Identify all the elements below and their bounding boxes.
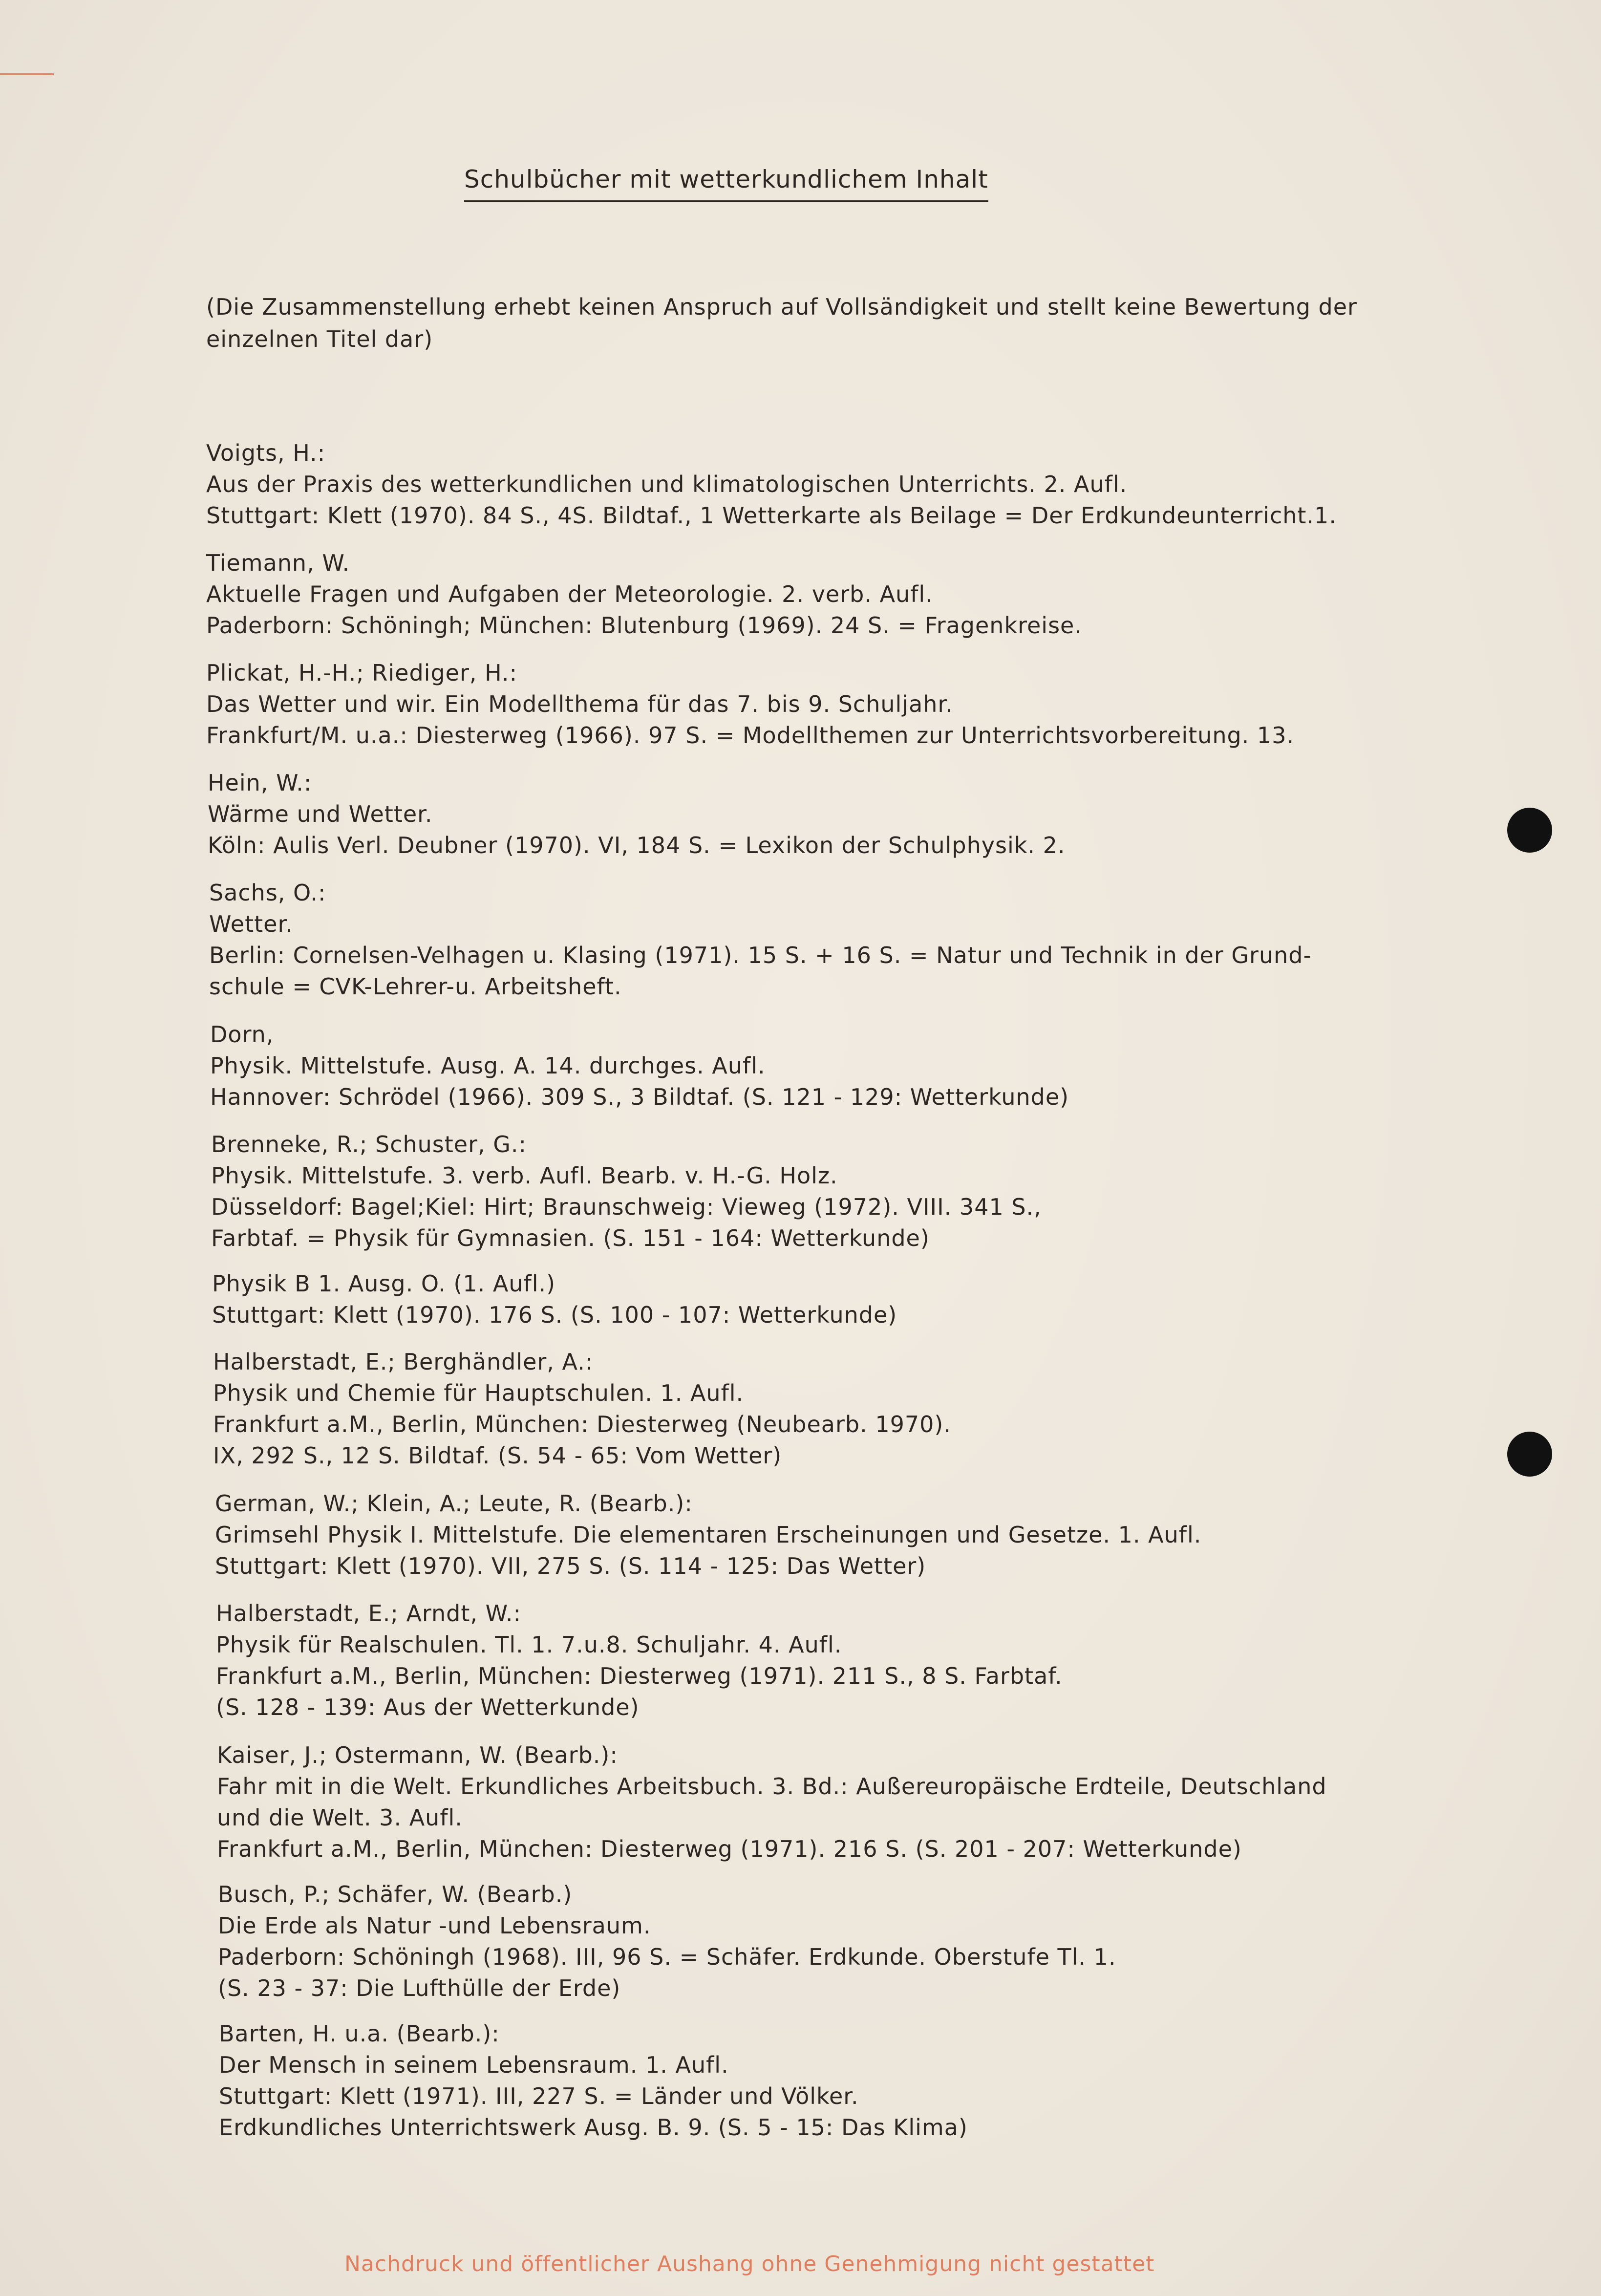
bibliography-entry [210,1019,1069,1113]
entry-title-continued: und die Welt. 3. Aufl. [217,1804,463,1831]
bibliography-entry [206,547,1082,641]
bibliography-entry [206,437,1337,531]
entry-author: Kaiser, J.; Ostermann, W. (Bearb.): [217,1742,618,1768]
edge-mark [0,73,54,75]
entry-title: Der Mensch in seinem Lebensraum. 1. Aufl. [219,2052,729,2078]
entry-publication-continued: schule = CVK-Lehrer-u. Arbeitsheft. [209,973,622,1000]
entry-title: Die Erde als Natur -und Lebensraum. [218,1912,651,1939]
entry-author: Plickat, H.-H.; Riediger, H.: [206,660,517,686]
entry-title: Physik B 1. Ausg. O. (1. Aufl.) [212,1270,556,1297]
punch-hole-upper [1507,808,1552,853]
entry-title: Aktuelle Fragen und Aufgaben der Meteorologie. 2. verb. Aufl. [206,581,933,607]
bibliography-entry [219,2018,968,2143]
entry-title: Wetter. [209,911,293,937]
entry-title: Physik für Realschulen. Tl. 1. 7.u.8. Schuljahr. 4. Aufl. [216,1631,842,1658]
entry-publication-continued: Erdkundliches Unterrichtswerk Ausg. B. 9. (S. 5 - 15: Das Klima) [219,2114,968,2141]
entry-publication: Berlin: Cornelsen-Velhagen u. Klasing (1971). 15 S. + 16 S. = Natur und Technik in der Grund- [209,942,1312,968]
entry-publication: Paderborn: Schöningh (1968). III, 96 S. = Schäfer. Erdkunde. Oberstufe Tl. 1. [218,1944,1116,1970]
entry-author: Halberstadt, E.; Berghändler, A.: [213,1349,594,1375]
entry-publication: Düsseldorf: Bagel;Kiel: Hirt; Braunschweig: Vieweg (1972). VIII. 341 S., [211,1194,1042,1220]
copyright-notice: Nachdruck und öffentlicher Aushang ohne Genehmigung nicht gestattet [344,2252,1155,2276]
entry-author: Dorn, [210,1021,274,1048]
entry-publication: Hannover: Schrödel (1966). 309 S., 3 Bildtaf. (S. 121 - 129: Wetterkunde) [210,1084,1069,1110]
entry-title: Wärme und Wetter. [208,801,433,827]
entry-author: Voigts, H.: [206,440,326,466]
bibliography-entry [212,1268,897,1330]
bibliography-entry [211,1129,1042,1254]
entry-title: Grimsehl Physik I. Mittelstufe. Die elementaren Erscheinungen und Gesetze. 1. Aufl. [215,1522,1202,1548]
entry-title: Aus der Praxis des wetterkundlichen und klimatologischen Unterrichts. 2. Aufl. [206,471,1128,497]
bibliography-entry [208,767,1066,861]
entry-author: Sachs, O.: [209,880,326,906]
entry-author: Brenneke, R.; Schuster, G.: [211,1131,527,1158]
entry-publication-continued: Farbtaf. = Physik für Gymnasien. (S. 151 - 164: Wetterkunde) [211,1225,930,1251]
bibliography-entry [209,877,1312,1002]
entry-publication: Paderborn: Schöningh; München: Blutenburg (1969). 24 S. = Fragenkreise. [206,612,1082,639]
entry-publication: Frankfurt/M. u.a.: Diesterweg (1966). 97 S. = Modellthemen zur Unterrichtsvorbereitung. 13. [206,722,1295,749]
entry-title: Physik. Mittelstufe. 3. verb. Aufl. Bearb. v. H.-G. Holz. [211,1162,838,1189]
intro-note: (Die Zusammenstellung erhebt keinen Anspruch auf Vollsändigkeit und stellt keine Bewertung der einzelnen Titel dar) [206,294,1357,352]
entry-publication: Frankfurt a.M., Berlin, München: Diesterweg (Neubearb. 1970). [213,1411,951,1438]
entry-publication: Stuttgart: Klett (1970). VII, 275 S. (S. 114 - 125: Das Wetter) [215,1553,926,1579]
page-title: Schulbücher mit wetterkundlichem Inhalt [464,165,988,202]
entry-publication-continued: (S. 128 - 139: Aus der Wetterkunde) [216,1694,640,1720]
entry-title: Das Wetter und wir. Ein Modellthema für das 7. bis 9. Schuljahr. [206,691,953,717]
entry-author: German, W.; Klein, A.; Leute, R. (Bearb.): [215,1490,693,1517]
bibliography-entry [216,1598,1063,1723]
entry-publication: Stuttgart: Klett (1970). 176 S. (S. 100 - 107: Wetterkunde) [212,1302,897,1328]
entry-publication: Stuttgart: Klett (1970). 84 S., 4S. Bildtaf., 1 Wetterkarte als Beilage = Der Erdkundeunterricht.1. [206,502,1337,529]
entry-publication: Köln: Aulis Verl. Deubner (1970). VI, 184 S. = Lexikon der Schulphysik. 2. [208,832,1066,858]
entry-author: Barten, H. u.a. (Bearb.): [219,2020,500,2047]
bibliography-entry [206,657,1294,751]
entry-publication: Stuttgart: Klett (1971). III, 227 S. = Länder und Völker. [219,2083,859,2109]
entry-title: Physik. Mittelstufe. Ausg. A. 14. durchges. Aufl. [210,1052,766,1079]
entry-author: Halberstadt, E.; Arndt, W.: [216,1600,521,1627]
entry-publication: Frankfurt a.M., Berlin, München: Diesterweg (1971). 216 S. (S. 201 - 207: Wetterkunde) [217,1836,1242,1862]
entry-author: Busch, P.; Schäfer, W. (Bearb.) [218,1881,573,1908]
entry-publication-continued: IX, 292 S., 12 S. Bildtaf. (S. 54 - 65: Vom Wetter) [213,1442,782,1469]
entry-author: Tiemann, W. [206,550,350,576]
bibliography-entry [218,1879,1116,2004]
punch-hole-lower [1507,1432,1552,1477]
entry-publication-continued: (S. 23 - 37: Die Lufthülle der Erde) [218,1975,621,2001]
entry-publication: Frankfurt a.M., Berlin, München: Diesterweg (1971). 211 S., 8 S. Farbtaf. [216,1663,1063,1689]
entry-title: Fahr mit in die Welt. Erkundliches Arbeitsbuch. 3. Bd.: Außereuropäische Erdteile, Deutschland [217,1773,1327,1800]
entry-author: Hein, W.: [208,770,312,796]
bibliography-entry [213,1346,951,1471]
bibliography-entry [217,1739,1327,1865]
bibliography-entry [215,1488,1201,1582]
entry-title: Physik und Chemie für Hauptschulen. 1. Aufl. [213,1380,744,1406]
